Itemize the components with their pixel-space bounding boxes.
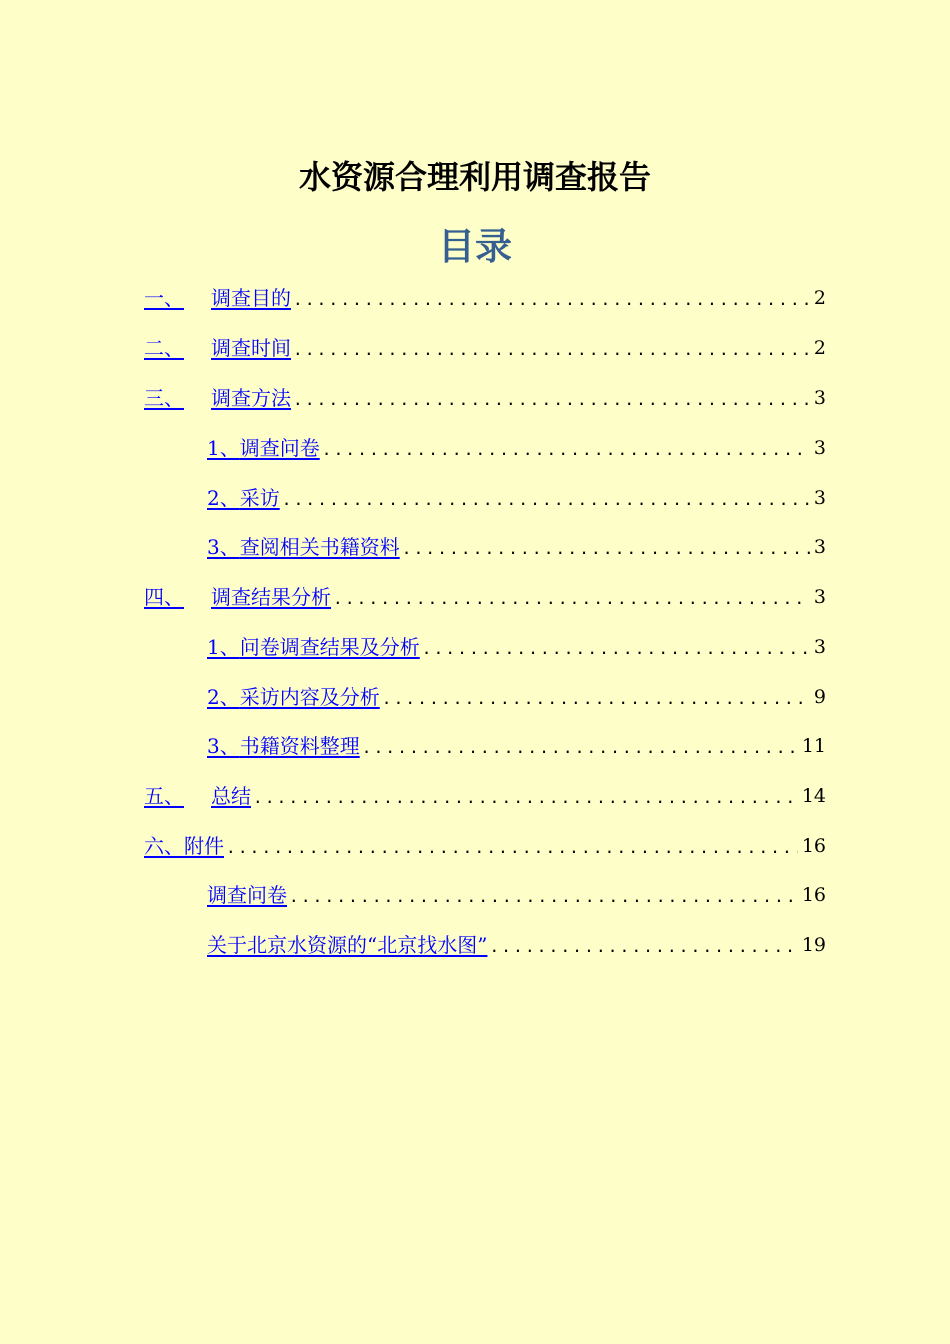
toc-entry-5[interactable] [144,779,826,813]
toc-entry-title: 采访 [239,486,280,510]
toc-entry-number: 四、 [144,585,184,609]
dot-leader [420,634,810,664]
toc-entry-number: 三、 [144,386,184,410]
toc-entry-title: 六、附件 [144,834,224,858]
toc-entry-3-2[interactable] [207,481,826,515]
toc-link[interactable] [144,580,331,614]
toc-entry-4[interactable] [144,580,826,614]
dot-leader [287,882,798,912]
toc-entry-3-1[interactable] [207,431,826,465]
toc-page-number: 3 [813,437,826,459]
toc-entry-3-3[interactable] [207,530,826,564]
toc-entry-title: 查阅相关书籍资料 [239,535,400,559]
toc-entry-number: 2、 [207,685,240,709]
dot-leader [331,584,810,614]
dot-leader [320,435,810,465]
dot-leader [224,833,798,863]
toc-entry-number: 1、 [207,635,240,659]
toc-entry-title: 调查时间 [211,336,291,360]
toc-page-number: 19 [801,934,826,956]
toc-entry-number: 2、 [207,486,240,510]
toc-entry-title: 书籍资料整理 [239,734,360,758]
toc-entry-number: 3、 [207,734,240,758]
dot-leader [291,385,810,415]
toc-page-number: 14 [801,785,826,807]
toc-link[interactable] [144,381,291,415]
toc-entry-number: 五、 [144,784,184,808]
toc-link[interactable] [207,878,287,912]
dot-leader [400,534,810,564]
toc-page-number: 2 [813,337,826,359]
toc-link[interactable] [207,680,380,714]
toc-entry-6[interactable] [144,829,826,863]
toc-page-number: 2 [813,287,826,309]
toc-entry-number: 3、 [207,535,240,559]
dot-leader [280,485,810,515]
toc-entry-title: 总结 [211,784,251,808]
toc-link[interactable] [207,928,487,962]
toc-entry-4-3[interactable] [207,729,826,763]
toc-heading: 目录 [438,225,512,268]
dot-leader [291,335,810,365]
toc-entry-number: 一、 [144,286,184,310]
toc-page-number: 9 [813,686,826,708]
toc-page-number: 3 [813,387,826,409]
dot-leader [380,684,810,714]
toc-entry-title: 调查方法 [211,386,291,410]
toc-entry-title: 调查问卷 [207,883,287,907]
toc-page-number: 3 [813,586,826,608]
toc-entry-number: 1、 [207,436,240,460]
toc-entry-3[interactable] [144,381,826,415]
toc-page-number: 3 [813,536,826,558]
toc-entry-4-1[interactable] [207,630,826,664]
toc-entry-2[interactable] [144,331,826,365]
document-title: 水资源合理利用调查报告 [298,158,651,196]
toc-page-number: 11 [801,735,826,757]
toc-link[interactable] [144,779,251,813]
toc-link[interactable] [144,331,291,365]
toc-entry-title: 调查结果分析 [211,585,331,609]
toc-entry-title: 采访内容及分析 [239,685,380,709]
toc-link[interactable] [207,530,400,564]
toc-entry-6-2[interactable] [207,928,826,962]
dot-leader [360,733,798,763]
toc-entry-number: 二、 [144,336,184,360]
toc-entry-title: 问卷调查结果及分析 [239,635,420,659]
toc-page-number: 16 [801,835,826,857]
toc-link[interactable] [207,481,280,515]
toc-page-number: 3 [813,636,826,658]
toc-link[interactable] [207,729,360,763]
toc-entry-6-1[interactable] [207,878,826,912]
toc-link[interactable] [207,630,420,664]
dot-leader [487,932,797,962]
toc-link[interactable] [144,829,224,863]
dot-leader [251,783,798,813]
toc-page-number: 16 [801,884,826,906]
dot-leader [291,285,810,315]
toc-link[interactable] [207,431,320,465]
toc-entry-4-2[interactable] [207,680,826,714]
toc-link[interactable] [144,281,291,315]
toc-entry-title: 调查问卷 [239,436,320,460]
toc-entry-title: 调查目的 [211,286,291,310]
toc-entry-1[interactable] [144,281,826,315]
toc-entry-title: 关于北京水资源的“北京找水图” [207,933,488,957]
toc-page-number: 3 [813,487,826,509]
